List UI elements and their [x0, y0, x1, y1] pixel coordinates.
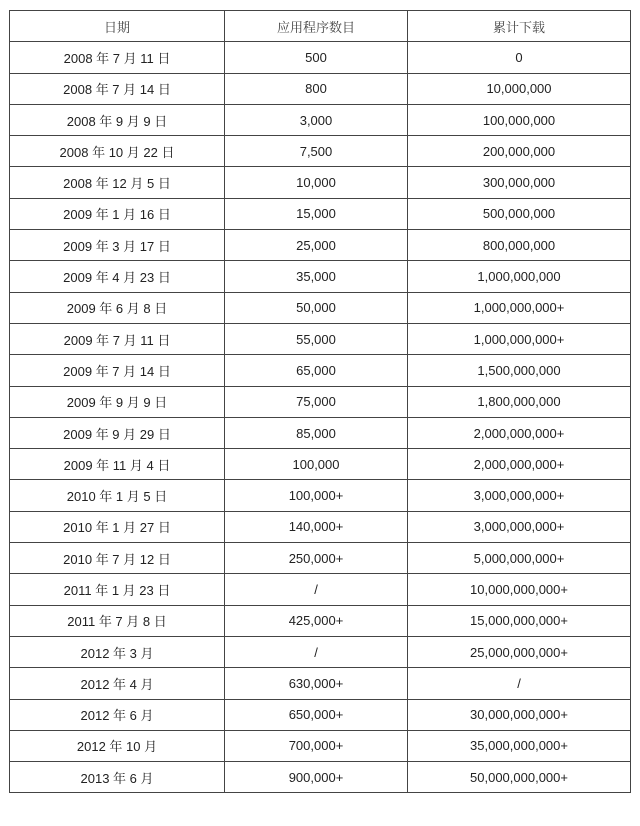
cell-cumulative-downloads: 1,000,000,000+	[408, 323, 631, 354]
cell-app-count: 630,000+	[225, 668, 408, 699]
table-row	[10, 480, 631, 511]
table-row	[10, 605, 631, 636]
cell-app-count: 35,000	[225, 261, 408, 292]
table-row	[10, 730, 631, 761]
cell-app-count: 55,000	[225, 323, 408, 354]
cell-cumulative-downloads: 1,000,000,000+	[408, 292, 631, 323]
cell-cumulative-downloads: 800,000,000	[408, 230, 631, 261]
cell-date: 2008 年 12 月 5 日	[10, 167, 225, 198]
cell-cumulative-downloads: /	[408, 668, 631, 699]
cell-cumulative-downloads: 15,000,000,000+	[408, 605, 631, 636]
cell-cumulative-downloads: 50,000,000,000+	[408, 762, 631, 793]
cell-date: 2009 年 9 月 29 日	[10, 417, 225, 448]
cell-cumulative-downloads: 2,000,000,000+	[408, 417, 631, 448]
table-row	[10, 355, 631, 386]
table-row	[10, 699, 631, 730]
table-row	[10, 543, 631, 574]
table-row	[10, 574, 631, 605]
table-row	[10, 762, 631, 793]
cell-date: 2010 年 1 月 27 日	[10, 511, 225, 542]
table-row	[10, 292, 631, 323]
cell-date: 2008 年 9 月 9 日	[10, 104, 225, 135]
cell-date: 2009 年 11 月 4 日	[10, 449, 225, 480]
cell-cumulative-downloads: 1,000,000,000	[408, 261, 631, 292]
cell-cumulative-downloads: 10,000,000	[408, 73, 631, 104]
table-row	[10, 167, 631, 198]
table-row	[10, 136, 631, 167]
cell-cumulative-downloads: 1,800,000,000	[408, 386, 631, 417]
cell-app-count: /	[225, 636, 408, 667]
cell-date: 2012 年 4 月	[10, 668, 225, 699]
cell-date: 2009 年 6 月 8 日	[10, 292, 225, 323]
header-app-count: 应用程序数目	[225, 11, 408, 42]
cell-cumulative-downloads: 200,000,000	[408, 136, 631, 167]
cell-cumulative-downloads: 35,000,000,000+	[408, 730, 631, 761]
cell-date: 2012 年 10 月	[10, 730, 225, 761]
cell-date: 2009 年 9 月 9 日	[10, 386, 225, 417]
cell-date: 2012 年 3 月	[10, 636, 225, 667]
cell-app-count: 3,000	[225, 104, 408, 135]
cell-app-count: 25,000	[225, 230, 408, 261]
table-body	[10, 42, 631, 793]
table-row	[10, 449, 631, 480]
app-store-stats-table	[9, 10, 631, 793]
cell-app-count: 85,000	[225, 417, 408, 448]
table-row	[10, 198, 631, 229]
header-cumulative-downloads: 累计下载	[408, 11, 631, 42]
header-row	[10, 11, 631, 42]
cell-date: 2013 年 6 月	[10, 762, 225, 793]
cell-cumulative-downloads: 5,000,000,000+	[408, 543, 631, 574]
cell-date: 2010 年 1 月 5 日	[10, 480, 225, 511]
cell-date: 2009 年 4 月 23 日	[10, 261, 225, 292]
cell-app-count: 425,000+	[225, 605, 408, 636]
cell-cumulative-downloads: 300,000,000	[408, 167, 631, 198]
table-row	[10, 511, 631, 542]
cell-date: 2008 年 10 月 22 日	[10, 136, 225, 167]
cell-app-count: 900,000+	[225, 762, 408, 793]
cell-app-count: 65,000	[225, 355, 408, 386]
cell-app-count: 100,000	[225, 449, 408, 480]
cell-app-count: 500	[225, 42, 408, 73]
cell-app-count: 75,000	[225, 386, 408, 417]
cell-cumulative-downloads: 10,000,000,000+	[408, 574, 631, 605]
cell-cumulative-downloads: 500,000,000	[408, 198, 631, 229]
cell-date: 2012 年 6 月	[10, 699, 225, 730]
cell-app-count: 15,000	[225, 198, 408, 229]
table-row	[10, 323, 631, 354]
cell-app-count: 7,500	[225, 136, 408, 167]
cell-app-count: 650,000+	[225, 699, 408, 730]
cell-date: 2010 年 7 月 12 日	[10, 543, 225, 574]
cell-cumulative-downloads: 2,000,000,000+	[408, 449, 631, 480]
cell-cumulative-downloads: 25,000,000,000+	[408, 636, 631, 667]
cell-cumulative-downloads: 0	[408, 42, 631, 73]
cell-cumulative-downloads: 30,000,000,000+	[408, 699, 631, 730]
table-row	[10, 230, 631, 261]
cell-app-count: 140,000+	[225, 511, 408, 542]
cell-app-count: /	[225, 574, 408, 605]
cell-cumulative-downloads: 1,500,000,000	[408, 355, 631, 386]
table-row	[10, 386, 631, 417]
table-row	[10, 636, 631, 667]
table-row	[10, 668, 631, 699]
cell-date: 2009 年 7 月 14 日	[10, 355, 225, 386]
cell-date: 2008 年 7 月 11 日	[10, 42, 225, 73]
table-row	[10, 104, 631, 135]
cell-date: 2011 年 7 月 8 日	[10, 605, 225, 636]
cell-date: 2008 年 7 月 14 日	[10, 73, 225, 104]
cell-app-count: 50,000	[225, 292, 408, 323]
cell-date: 2009 年 3 月 17 日	[10, 230, 225, 261]
cell-date: 2009 年 7 月 11 日	[10, 323, 225, 354]
table-row	[10, 73, 631, 104]
cell-cumulative-downloads: 3,000,000,000+	[408, 480, 631, 511]
cell-cumulative-downloads: 100,000,000	[408, 104, 631, 135]
cell-app-count: 100,000+	[225, 480, 408, 511]
table-row	[10, 417, 631, 448]
cell-app-count: 250,000+	[225, 543, 408, 574]
cell-app-count: 700,000+	[225, 730, 408, 761]
cell-cumulative-downloads: 3,000,000,000+	[408, 511, 631, 542]
table-row	[10, 42, 631, 73]
cell-date: 2011 年 1 月 23 日	[10, 574, 225, 605]
table-row	[10, 261, 631, 292]
header-date: 日期	[10, 11, 225, 42]
cell-app-count: 10,000	[225, 167, 408, 198]
cell-app-count: 800	[225, 73, 408, 104]
cell-date: 2009 年 1 月 16 日	[10, 198, 225, 229]
